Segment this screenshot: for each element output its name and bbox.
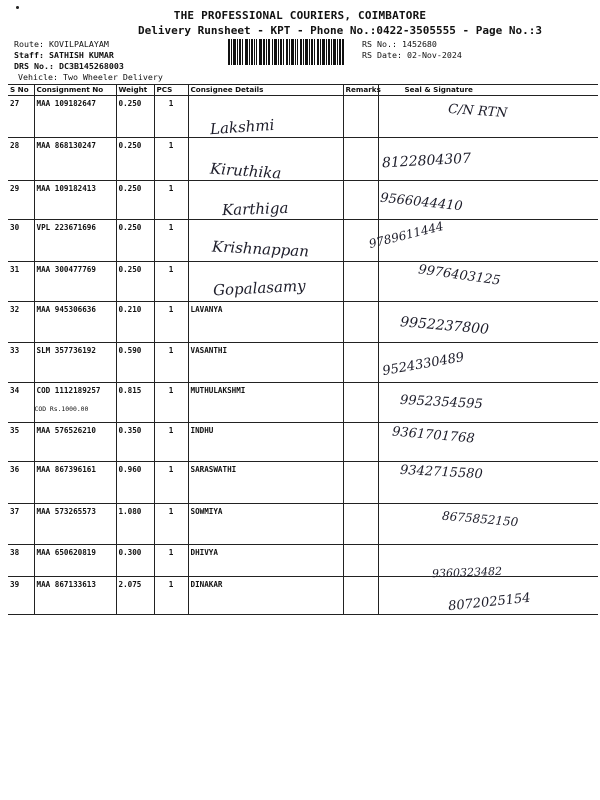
row-pcs-text: 1 (168, 346, 174, 355)
row-consignment-no-text: MAA 867396161 (36, 465, 96, 474)
handwritten-consignee-name: Lakshmi (209, 115, 275, 139)
row-pcs-text: 1 (168, 426, 174, 435)
staff-label: Staff: SATHISH KUMAR (14, 50, 114, 60)
handwritten-consignee-name: Kiruthika (209, 159, 282, 183)
row-sno-text: 29 (10, 184, 20, 193)
row-pcs (154, 462, 188, 504)
row-consignee-text: INDHU (190, 426, 214, 435)
row-pcs (154, 577, 188, 615)
row-consignment-no-text: MAA 868130247 (36, 141, 96, 150)
row-consignee-text: SOWMIYA (190, 507, 223, 516)
row-consignee-text: VASANTHI (190, 346, 228, 355)
row-sno-text: 33 (10, 346, 20, 355)
handwritten-signature: 8072025154 (447, 590, 532, 615)
row-weight (116, 462, 154, 504)
row-sno-text: 37 (10, 507, 20, 516)
row-weight (116, 96, 154, 138)
row-remarks (343, 423, 378, 462)
row-consignment-no (34, 462, 116, 504)
handwritten-signature: 9360323482 (431, 564, 503, 581)
row-pcs (154, 262, 188, 302)
row-remarks (343, 462, 378, 504)
row-remarks (343, 181, 378, 220)
row-weight-text: 0.210 (118, 305, 142, 314)
row-consignee (188, 462, 343, 504)
col-header-sno: S No (8, 85, 34, 96)
row-consignment-no (34, 138, 116, 181)
row-pcs-text: 1 (168, 580, 174, 589)
row-sno (8, 504, 34, 545)
table-row (8, 138, 598, 181)
row-pcs-text: 1 (168, 386, 174, 395)
row-sno (8, 462, 34, 504)
row-pcs (154, 181, 188, 220)
row-pcs-text: 1 (168, 99, 174, 108)
table-row (8, 181, 598, 220)
company-title: THE PROFESSIONAL COURIERS, COIMBATORE (173, 9, 427, 22)
row-weight (116, 383, 154, 423)
row-consignment-no (34, 504, 116, 545)
col-header-pcs: PCS (154, 85, 188, 96)
row-weight (116, 423, 154, 462)
cod-amount: COD Rs.1000.00 (34, 405, 89, 413)
row-consignment-no-text: VPL 223671696 (36, 223, 96, 232)
row-consignment-no (34, 181, 116, 220)
row-consignee (188, 577, 343, 615)
row-sno (8, 423, 34, 462)
row-consignee (188, 302, 343, 343)
table-row (8, 545, 598, 577)
handwritten-signature: C/N RTN (447, 101, 508, 122)
row-sno (8, 545, 34, 577)
row-pcs (154, 96, 188, 138)
row-weight-text: 0.300 (118, 548, 142, 557)
row-weight-text: 0.350 (118, 426, 142, 435)
row-weight (116, 262, 154, 302)
row-weight (116, 343, 154, 383)
row-consignment-no-text: MAA 573265573 (36, 507, 96, 516)
row-weight-text: 0.250 (118, 141, 142, 150)
handwritten-signature: 9789611444 (367, 218, 445, 252)
row-remarks (343, 262, 378, 302)
row-sno-text: 38 (10, 548, 20, 557)
runsheet-title: Delivery Runsheet - KPT - Phone No.:0422-3505555 - Page No.:3 (138, 24, 542, 37)
row-sno (8, 138, 34, 181)
row-consignment-no (34, 96, 116, 138)
handwritten-consignee-name: Karthiga (221, 198, 289, 220)
row-weight (116, 577, 154, 615)
row-sno-text: 34 (10, 386, 20, 395)
row-consignment-no (34, 545, 116, 577)
row-sno-text: 35 (10, 426, 20, 435)
handwritten-consignee-name: Krishnappan (211, 237, 310, 261)
row-sno (8, 181, 34, 220)
handwritten-signature: 9342715580 (399, 462, 484, 483)
row-consignment-no-text: MAA 300477769 (36, 265, 96, 274)
row-consignment-no (34, 262, 116, 302)
row-weight (116, 302, 154, 343)
runsheet-table (8, 84, 598, 615)
row-consignee (188, 343, 343, 383)
row-consignment-no (34, 577, 116, 615)
table-row (8, 462, 598, 504)
row-consignment-no-text: MAA 109182413 (36, 184, 96, 193)
row-remarks (343, 545, 378, 577)
row-pcs-text: 1 (168, 548, 174, 557)
row-sno (8, 383, 34, 423)
row-sno (8, 262, 34, 302)
row-consignee-text: LAVANYA (190, 305, 223, 314)
row-consignee (188, 383, 343, 423)
row-consignment-no-text: MAA 650620819 (36, 548, 96, 557)
row-consignment-no (34, 383, 116, 423)
row-remarks (343, 343, 378, 383)
row-pcs-text: 1 (168, 223, 174, 232)
row-pcs (154, 220, 188, 262)
row-weight-text: 0.815 (118, 386, 142, 395)
col-header-remarks: Remarks (343, 85, 378, 96)
row-weight-text: 0.250 (118, 223, 142, 232)
row-pcs-text: 1 (168, 265, 174, 274)
row-weight (116, 545, 154, 577)
rs-number: RS No.: 1452680 (362, 39, 437, 49)
row-remarks (343, 96, 378, 138)
row-pcs-text: 1 (168, 465, 174, 474)
handwritten-signature: 9524330489 (381, 349, 466, 380)
table-row (8, 383, 598, 423)
table-row (8, 96, 598, 138)
col-header-weight: Weight (116, 85, 154, 96)
row-consignee-text: MUTHULAKSHMI (190, 386, 246, 395)
handwritten-consignee-name: Gopalasamy (212, 276, 307, 300)
table-body (8, 96, 598, 615)
row-consignment-no (34, 343, 116, 383)
row-weight-text: 2.075 (118, 580, 142, 589)
row-sno (8, 302, 34, 343)
drs-number: DRS No.: DC3B145268003 (14, 61, 124, 71)
table-header-row (8, 85, 598, 96)
row-remarks (343, 383, 378, 423)
row-pcs-text: 1 (168, 184, 174, 193)
row-sno-text: 36 (10, 465, 20, 474)
table-row (8, 302, 598, 343)
row-weight (116, 181, 154, 220)
row-weight-text: 0.590 (118, 346, 142, 355)
row-consignment-no (34, 423, 116, 462)
row-consignment-no-text: MAA 945306636 (36, 305, 96, 314)
handwritten-signature: 9952237800 (399, 314, 490, 338)
row-pcs (154, 383, 188, 423)
row-sno-text: 28 (10, 141, 20, 150)
route-label: Route: KOVILPALAYAM (14, 39, 109, 49)
row-consignee-text: DHIVYA (190, 548, 218, 557)
row-pcs-text: 1 (168, 141, 174, 150)
barcode-icon (228, 39, 344, 65)
row-sno (8, 343, 34, 383)
table-row (8, 423, 598, 462)
rs-date: RS Date: 02-Nov-2024 (362, 50, 462, 60)
row-consignee (188, 423, 343, 462)
col-header-consignment: Consignment No (34, 85, 116, 96)
row-pcs (154, 504, 188, 545)
row-remarks (343, 302, 378, 343)
row-weight (116, 504, 154, 545)
row-pcs-text: 1 (168, 507, 174, 516)
row-consignee (188, 545, 343, 577)
row-consignment-no-text: COD 1112189257 (36, 386, 101, 395)
handwritten-signature: 8122804307 (381, 150, 472, 172)
row-consignment-no (34, 302, 116, 343)
row-weight-text: 0.250 (118, 265, 142, 274)
row-sno (8, 96, 34, 138)
row-sno-text: 31 (10, 265, 20, 274)
row-consignment-no-text: MAA 867133613 (36, 580, 96, 589)
row-sno-text: 39 (10, 580, 20, 589)
col-header-seal: Seal & Signature (378, 85, 598, 96)
row-sno-text: 32 (10, 305, 20, 314)
row-consignee (188, 504, 343, 545)
row-weight-text: 0.960 (118, 465, 142, 474)
handwritten-signature: 9361701768 (391, 424, 476, 447)
row-remarks (343, 577, 378, 615)
vehicle-label: Vehicle: Two Wheeler Delivery (18, 72, 163, 82)
row-pcs (154, 138, 188, 181)
row-sno (8, 220, 34, 262)
row-pcs (154, 343, 188, 383)
handwritten-signature: 9976403125 (417, 262, 502, 289)
handwritten-signature: 9952354595 (399, 392, 484, 413)
row-sno-text: 27 (10, 99, 20, 108)
handwritten-signature: 8675852150 (441, 508, 519, 530)
row-remarks (343, 138, 378, 181)
row-consignee-text: DINAKAR (190, 580, 223, 589)
row-pcs (154, 302, 188, 343)
row-consignment-no-text: SLM 357736192 (36, 346, 96, 355)
row-pcs (154, 545, 188, 577)
row-pcs-text: 1 (168, 305, 174, 314)
row-consignment-no-text: MAA 109182647 (36, 99, 96, 108)
row-weight-text: 0.250 (118, 184, 142, 193)
row-remarks (343, 504, 378, 545)
row-consignment-no-text: MAA 576526210 (36, 426, 96, 435)
col-header-consignee: Consignee Details (188, 85, 343, 96)
row-pcs (154, 423, 188, 462)
table-row (8, 343, 598, 383)
row-sno-text: 30 (10, 223, 20, 232)
row-consignment-no (34, 220, 116, 262)
row-sno (8, 577, 34, 615)
row-weight (116, 220, 154, 262)
row-weight-text: 0.250 (118, 99, 142, 108)
row-weight (116, 138, 154, 181)
handwritten-signature: 9566044410 (379, 190, 464, 215)
row-weight-text: 1.080 (118, 507, 142, 516)
row-consignee-text: SARASWATHI (190, 465, 237, 474)
